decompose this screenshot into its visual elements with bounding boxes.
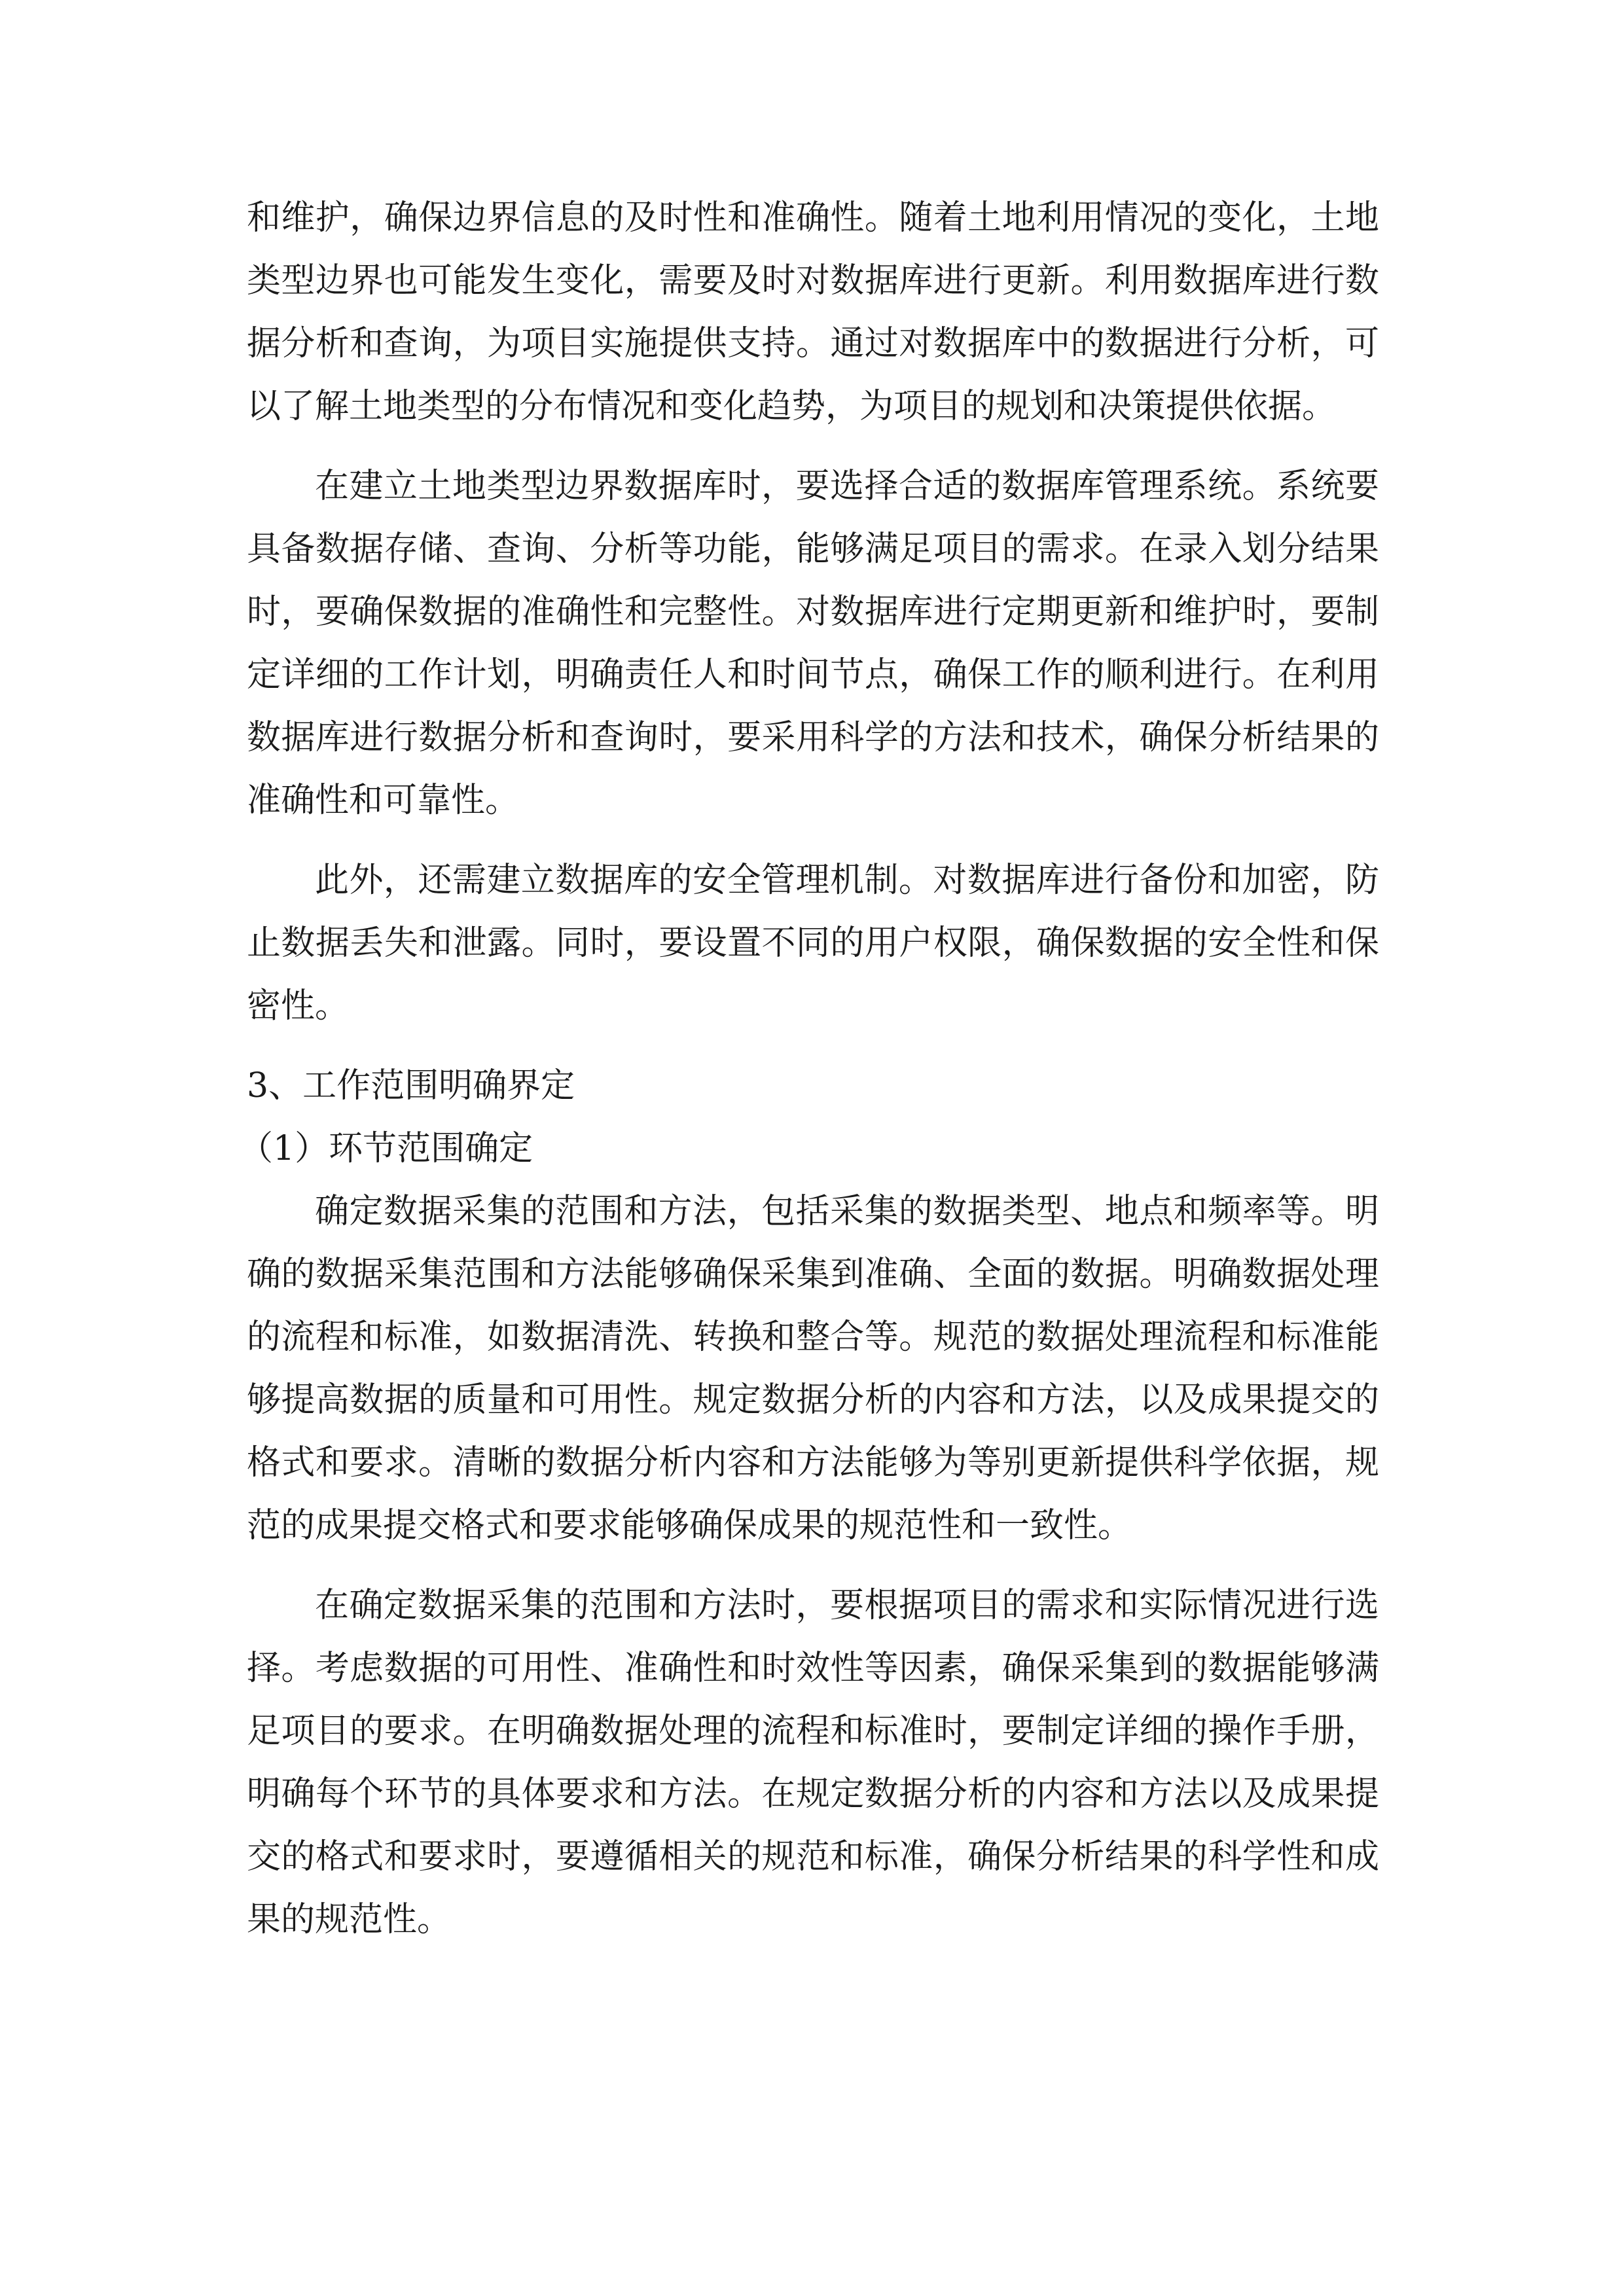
- paragraph-scope-method: 在确定数据采集的范围和方法时，要根据项目的需求和实际情况进行选择。考虑数据的可用性、准确性和时效性等因素，确保采集到的数据能够满足项目的要求。在明确数据处理的流程和标准时，要制定详细的操作手册，明确每个环节的具体要求和方法。在规定数据分析的内容和方法以及成果提交的格式和要求时，要遵循相关的规范和标准，确保分析结果的科学性和成果的规范性。: [247, 1586, 1379, 1939]
- paragraph-database-setup: 在建立土地类型边界数据库时，要选择合适的数据库管理系统。系统要具备数据存储、查询、分析等功能，能够满足项目的需求。在录入划分结果时，要确保数据的准确性和完整性。对数据库进行定期更新和维护时，要制定详细的工作计划，明确责任人和时间节点，确保工作的顺利进行。在利用数据库进行数据分析和查询时，要采用科学的方法和技术，确保分析结果的准确性和可靠性。: [247, 467, 1379, 820]
- section-heading: 3、工作范围明确界定: [247, 1066, 575, 1105]
- paragraph-continuation: 和维护，确保边界信息的及时性和准确性。随着土地利用情况的变化，土地类型边界也可能发生变化，需要及时对数据库进行更新。利用数据库进行数据分析和查询，为项目实施提供支持。通过对数据库中的数据进行分析，可以了解土地类型的分布情况和变化趋势，为项目的规划和决策提供依据。: [247, 198, 1379, 426]
- paragraph-scope-definition: 确定数据采集的范围和方法，包括采集的数据类型、地点和频率等。明确的数据采集范围和方法能够确保采集到准确、全面的数据。明确数据处理的流程和标准，如数据清洗、转换和整合等。规范的数据处理流程和标准能够提高数据的质量和可用性。规定数据分析的内容和方法，以及成果提交的格式和要求。清晰的数据分析内容和方法能够为等别更新提供科学依据，规范的成果提交格式和要求能够确保成果的规范性和一致性。: [247, 1192, 1379, 1545]
- document-body: [239, 187, 1379, 1968]
- paragraph-security: 此外，还需建立数据库的安全管理机制。对数据库进行备份和加密，防止数据丢失和泄露。同时，要设置不同的用户权限，确保数据的安全性和保密性。: [247, 861, 1379, 1026]
- subsection-heading: （1）环节范围确定: [239, 1129, 533, 1168]
